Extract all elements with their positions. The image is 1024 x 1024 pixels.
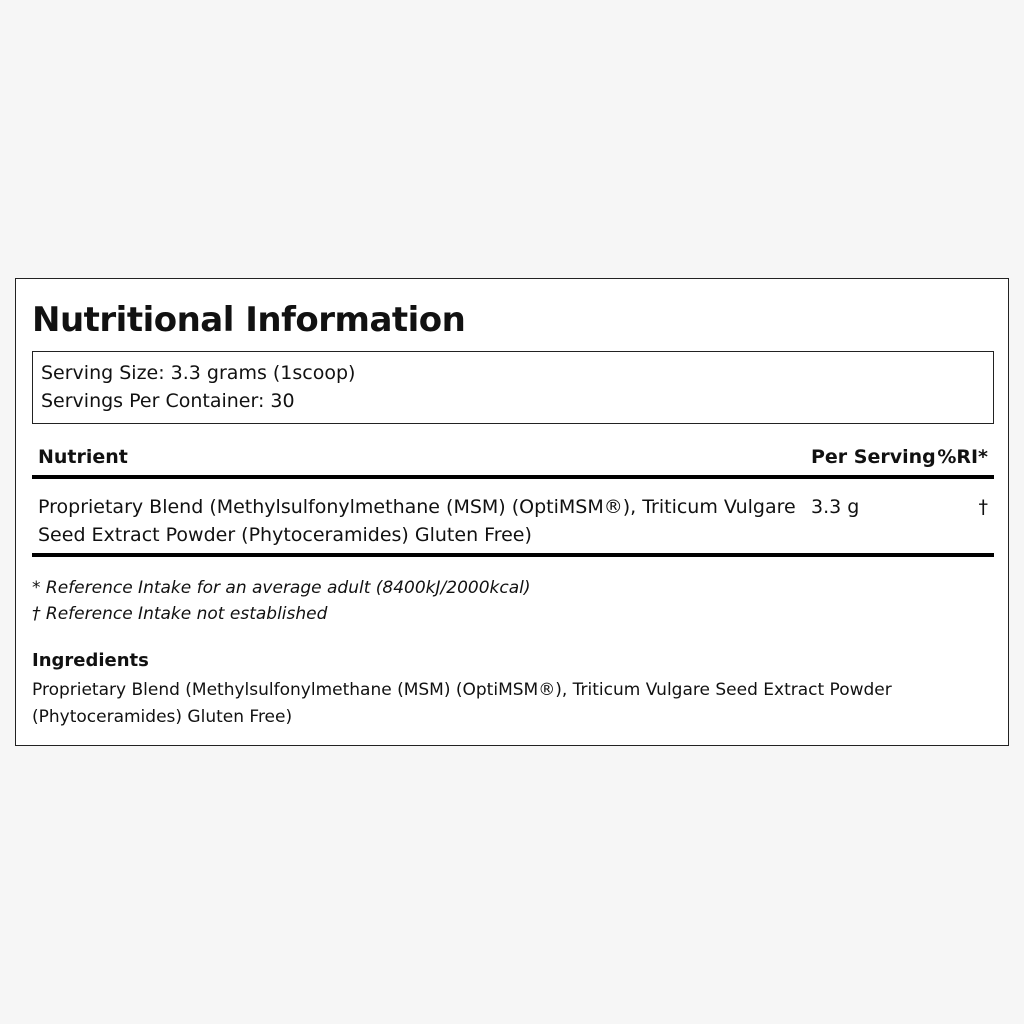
header-ri: %RI* xyxy=(937,446,988,468)
ingredients-text: Proprietary Blend (Methylsulfonylmethane (MSM) (OptiMSM®), Triticum Vulgare Seed Extract Powder (Phytoceramides) Gluten Free) xyxy=(32,680,892,727)
nutrition-panel xyxy=(15,278,1009,746)
serving-size: Serving Size: 3.3 grams (1scoop) xyxy=(41,362,356,384)
ingredients-heading: Ingredients xyxy=(32,650,149,671)
row-ri: † xyxy=(978,496,988,518)
header-nutrient: Nutrient xyxy=(38,446,128,468)
table-header xyxy=(32,439,994,479)
row-per-serving: 3.3 g xyxy=(811,496,860,518)
servings-per-container: Servings Per Container: 30 xyxy=(41,390,295,412)
footnote-ri-adult: * Reference Intake for an average adult (8400kJ/2000kcal) xyxy=(32,578,531,598)
row-nutrient: Proprietary Blend (Methylsulfonylmethane (MSM) (OptiMSM®), Triticum Vulgare Seed Extract Powder (Phytoceramides) Gluten Free) xyxy=(38,496,796,546)
footnotes xyxy=(32,575,531,627)
panel-title: Nutritional Information xyxy=(32,300,466,340)
footnote-ri-not-established: † Reference Intake not established xyxy=(32,604,328,624)
serving-info-box xyxy=(32,351,994,424)
nutrient-table xyxy=(32,439,994,557)
table-row xyxy=(32,479,994,557)
header-per-serving: Per Serving xyxy=(811,446,936,468)
